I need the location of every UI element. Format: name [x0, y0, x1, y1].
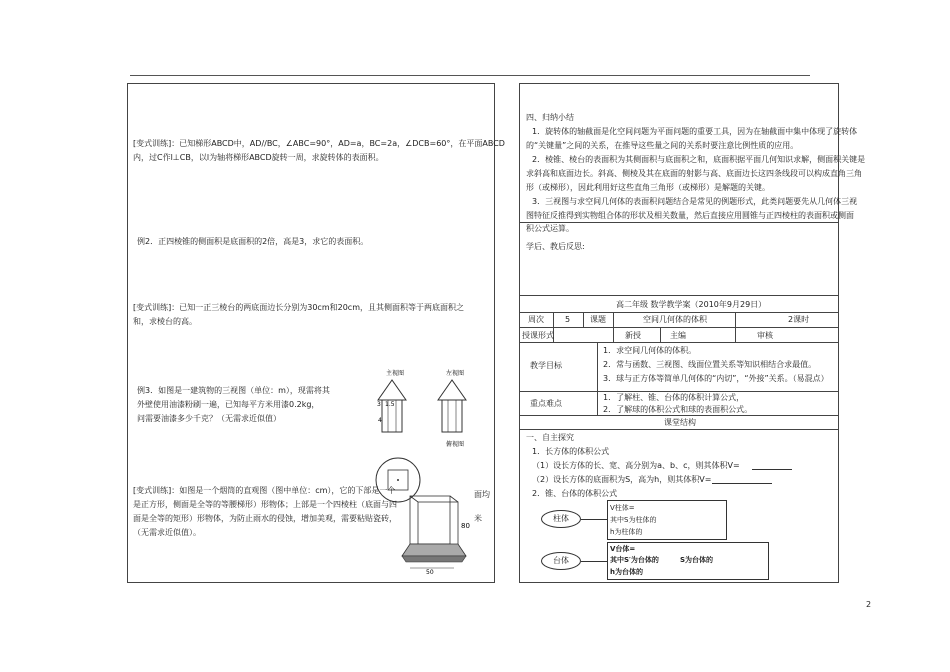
frustum-label: 台体	[553, 556, 569, 565]
plan-title: 高二年级 数学教学案（2010年9月29日）	[616, 300, 767, 309]
chimney-figure	[396, 494, 476, 576]
col-line-4	[735, 312, 736, 343]
blank-a[interactable]	[752, 469, 792, 470]
front-view-label: 主视图	[386, 370, 405, 377]
box1-heading: 1．长方体的体积公式	[532, 447, 610, 456]
front-dim-a: 3	[377, 401, 381, 408]
variant3-line1: [变式训练]：如图是一个烟筒的直观图（图中单位：cm），它的下部是一个	[133, 486, 396, 495]
cell-editor-label: 主编	[670, 331, 686, 340]
variant3-line3-end: 米	[474, 514, 482, 523]
prism-formula: V柱体=	[610, 504, 635, 512]
left-view-label: 左视图	[446, 370, 465, 377]
variant3-line1-end: 面均	[474, 490, 490, 499]
key-2: 2．了解球的体积公式和球的表面积公式。	[603, 405, 753, 414]
frustum-s-prime: 其中S′为台体的	[610, 556, 659, 564]
frustum-connector	[581, 561, 607, 562]
front-dim-c: 4	[378, 417, 382, 424]
summary-1-line2: 的“关键量”之间的关系，在推导这些量之间的关系时要注意比例性质的应用。	[526, 141, 799, 150]
reflection-label: 学后、教后反思:	[526, 242, 585, 251]
key-label: 重点难点	[530, 399, 562, 408]
top-view-label: 俯视图	[446, 441, 465, 448]
summary-3-line2: 图特征反推得到实物组合体的形状及相关数量，然后直接应用圆锥与正四棱柱的表面积或侧面	[526, 211, 854, 220]
variant3-line2: 是正方形，侧面是全等的等腰梯形）形物体；上部是一个四棱柱（底面与四	[133, 500, 397, 509]
variant3-line3: 面是全等的矩形）形物体，为防止雨水的侵蚀，增加美观，需要粘贴瓷砖，	[133, 514, 397, 523]
summary-2-line1: 2．棱锥、棱台的表面积为其侧面积与底面积之和，底面积据平面几何知识求解，侧面积关键是	[532, 155, 866, 164]
summary-heading: 四、归纳小结	[526, 113, 574, 122]
variant3-line4: （无需求近似值）。	[133, 528, 201, 537]
variant2-line1: [变式训练]：已知一正三棱台的两底面边长分别为30cm和20cm，且其侧面积等于两底面积之	[133, 303, 464, 312]
col-line-2b	[613, 327, 614, 343]
frustum-h: h为台体的	[610, 568, 643, 576]
structure-label: 课堂结构	[664, 418, 696, 427]
summary-2-line2: 求斜高和底面边长。斜高、侧棱及其在底面的射影与高、底面边长这四条线段可以构成直角三角	[526, 169, 862, 178]
col-line-2	[583, 312, 584, 327]
variant1-line2: 内，过C作l⊥CB，以l为轴将梯形ABCD旋转一周，求旋转体的表面积。	[133, 153, 384, 162]
goal-1: 1．求空间几何体的体积。	[603, 346, 697, 355]
prism-s: 其中S为柱体的	[610, 516, 657, 524]
summary-3-line3: 积公式运算。	[526, 224, 574, 233]
inquiry-heading: 一、自主探究	[526, 433, 574, 442]
front-dim-b: 1.5	[385, 401, 395, 408]
blank-b[interactable]	[712, 483, 772, 484]
cell-form-label: 授课形式	[522, 331, 554, 340]
example3-line1: 例3．如图是一建筑物的三视图（单位：m），现需将其	[137, 386, 330, 395]
cell-review-label: 审核	[757, 331, 773, 340]
cell-form-value: 新授	[625, 331, 641, 340]
variant2-line2: 和，求棱台的高。	[133, 317, 197, 326]
chimney-dim-80: 80	[461, 522, 470, 530]
col-line-3b	[660, 327, 661, 343]
cell-topic-label: 课题	[590, 315, 606, 324]
cell-week-value: 5	[565, 315, 571, 324]
cell-week-label: 周次	[528, 315, 544, 324]
example2-text: 例2．正四棱锥的侧面积是底面积的2倍，高是3，求它的表面积。	[137, 237, 369, 246]
summary-2-line3: 形（或梯形），因此利用好这些直角三角形（或梯形）是解题的关键。	[526, 183, 770, 192]
box1-line-a: （1）设长方体的长、宽、高分别为a、b、c，则其体积V=	[532, 461, 740, 470]
cell-topic-value: 空间几何体的体积	[643, 315, 707, 324]
frustum-s: S为台体的	[680, 556, 714, 564]
box1-line-b: （2）设长方体的底面积为S，高为h，则其体积V=	[532, 475, 712, 484]
variant1-line1: [变式训练]：已知梯形ABCD中，AD//BC，∠ABC=90°，AD=a，BC=2a，∠DCB=60°，在平面ABCD	[133, 139, 505, 148]
goal-2: 2．常与函数、三视图、线面位置关系等知识相结合求最值。	[603, 360, 817, 369]
key-1: 1．了解柱、锥、台体的体积计算公式，	[603, 393, 745, 402]
goal-3: 3．球与正方体等简单几何体的“内切”，“外接”关系。（易混点）	[603, 374, 829, 383]
goals-label: 教学目标	[530, 361, 562, 370]
example3-line2: 外壁使用油漆粉刷一遍，已知每平方米用漆0.2kg，	[137, 400, 320, 409]
prism-connector	[581, 519, 607, 520]
summary-1-line1: 1．旋转体的轴截面是化空间问题为平面问题的重要工具，因为在轴截面中集中体现了旋转体	[532, 127, 858, 136]
top-rule	[130, 75, 810, 76]
summary-3-line1: 3．三视图与求空间几何体的表面积问题结合是常见的例题形式，此类问题要先从几何体三视	[532, 197, 858, 206]
frustum-formula: V台体=	[610, 545, 636, 553]
example3-line3: 问需要油漆多少千克？（无需求近似值）	[137, 414, 281, 423]
page-number: 2	[866, 600, 872, 609]
reflection-bottom	[519, 295, 839, 296]
prism-h: h为柱体的	[610, 528, 643, 536]
cell-hours: 2课时	[788, 315, 810, 324]
box2-heading: 2．锥、台体的体积公式	[532, 489, 618, 498]
chimney-dim-50: 50	[426, 569, 434, 576]
col-line-3	[613, 312, 614, 327]
prism-label: 柱体	[553, 514, 569, 523]
